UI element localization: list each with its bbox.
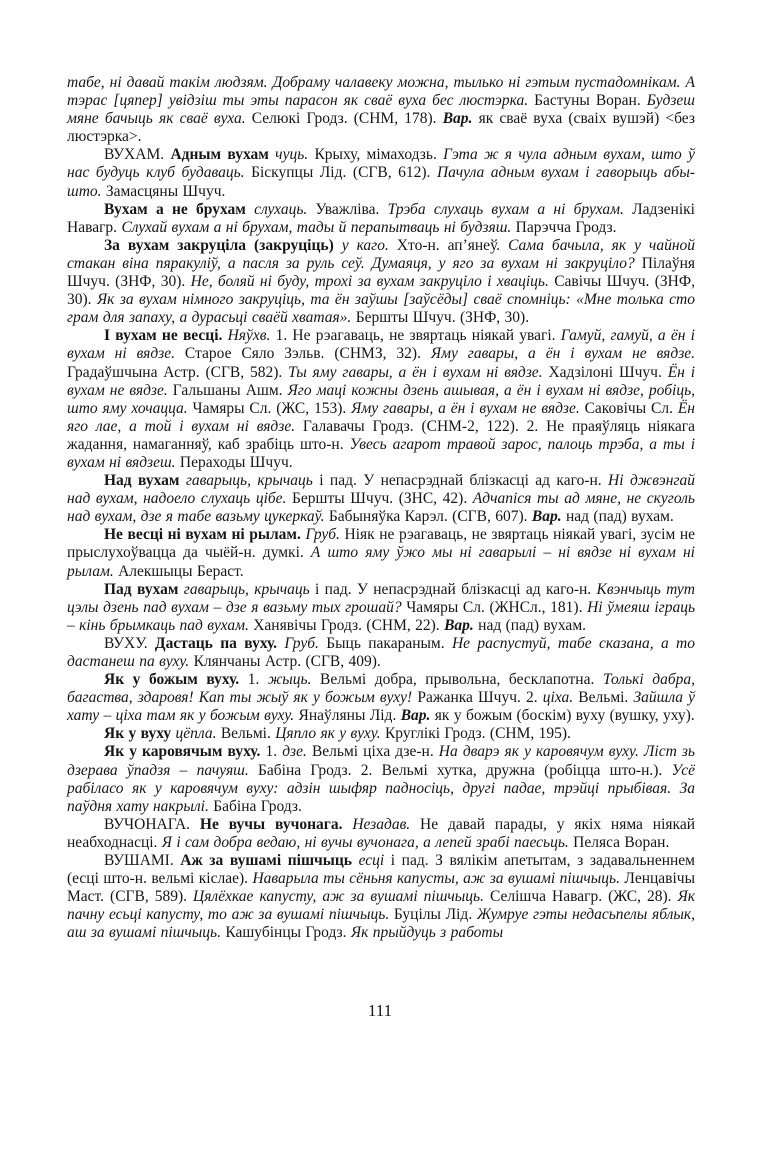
text-run: Увесь агарот травой зарос, палоць трэба, а ты і вухам ні вядзеш. <box>67 435 695 471</box>
text-run: Круглікі Гродз. (СНМ, 195). <box>384 725 571 743</box>
text-run: і пад. З вялікім апетытам, з задавальненнем (есці што-н. вельмі кіслае). <box>67 852 695 888</box>
text-run: Кашубінцы Гродз. <box>225 924 351 942</box>
dictionary-paragraph <box>67 671 695 725</box>
dictionary-paragraph <box>67 581 695 635</box>
text-run: Ладзенікі Навагр. <box>67 200 695 236</box>
text-run: Груб. <box>305 526 345 544</box>
text-run: Парэчча Гродз. <box>515 218 617 236</box>
text-run: Пеляса Воран. <box>573 833 670 851</box>
text-run: Ражанка Шчуч. 2. <box>417 689 543 707</box>
text-run: Пачула адным вухам і гаворыць абы-што. <box>67 164 695 200</box>
text-run: ВУЧОНАГА. <box>104 815 200 833</box>
text-run: Вухам а не брухам <box>104 200 255 218</box>
text-run: Цялёхкае капусту, аж за вушамі пішчыць. <box>193 888 490 906</box>
text-run: чуць. <box>275 146 315 164</box>
text-run: Хадзілоні Шчуч. <box>548 363 668 381</box>
dictionary-paragraph <box>67 725 695 743</box>
text-run: ціха. <box>542 689 579 707</box>
text-run: Селішча Навагр. (ЖС, 28). <box>489 888 678 906</box>
dictionary-paragraph <box>67 74 695 146</box>
text-run: Аж за вушамі пішчыць <box>180 852 359 870</box>
text-run: Пад вухам <box>104 580 184 598</box>
text-run: табе, ні давай такім людзям. Добраму чалавеку можна, тылько ні гэтым пустадомнікам. А тэрас [цяпер] увідзіш ты эты парасон як сваё вуха бес люстэрка. <box>67 74 695 110</box>
text-run: Не весці ні вухам ні рылам. <box>104 526 306 544</box>
text-run: Будзеш мяне бачыць як сваё вуха. <box>67 92 695 128</box>
text-run: Вар. <box>442 110 479 128</box>
text-run: Сама бачыла, як у чайной стакан віна пяракуліў, а пасля за руль сеў. Думаяця, у яго за вухам ні закруціло? <box>67 236 696 272</box>
text-run: над (пад) вухам. <box>478 616 586 634</box>
text-run: Над вухам <box>104 472 186 490</box>
text-run: Усё рабіласо як у каровячум вуху: адзін шыфяр падносіць, другі падае, трэйці прыбівая. За паўдня хату накрылі. <box>67 761 696 815</box>
text-run: Ты яму гавары, а ён і вухам ні вядзе. <box>288 363 549 381</box>
text-run: Селюкі Гродз. (СНМ, 178). <box>251 110 443 128</box>
text-run: Старое Сяло Зэльв. (СНМЗ, 32). <box>184 345 431 363</box>
text-run: Буцілы Лід. <box>393 906 477 924</box>
text-run: Як пачну есьці капусту, то аж за вушамі пішчыць. <box>67 888 695 924</box>
text-run: Яму гавары, а ён і вухам не вядзе. <box>351 399 585 417</box>
text-run: Клянчаны Астр. (СГВ, 409). <box>193 653 381 670</box>
text-run: Яго маці кожны дзень ашывая, а ён і вухам ні вядзе, робіць, што яму хочацца. <box>67 381 696 417</box>
text-run: над (пад) вухам. <box>565 508 674 526</box>
text-run: За вухам закруціла (закруціць) <box>104 236 342 254</box>
text-run: Як у каровячым вуху. <box>104 743 266 761</box>
text-run: Ні ўмеяш іграць – кінь брымкаць пад вухам. <box>67 598 696 634</box>
text-run: Бастуны Воран. <box>534 92 647 110</box>
text-run: Замасцяны Шчуч. <box>105 182 226 200</box>
text-run: Як прыйдуць з работы <box>350 924 504 942</box>
text-run: і пад. У непасрэднай блізкасці ад каго-н. <box>315 580 597 598</box>
text-run: Гальшаны Ашм. <box>172 381 288 399</box>
text-run: слухаць. <box>254 200 316 218</box>
text-run: Наварыла ты сёньня капусты, аж за вушамі пішчыць. <box>252 870 625 888</box>
text-run: 1. Не рэагаваць, не звяртаць ніякай увагі. <box>275 327 561 345</box>
text-run: Бабыняўка Карэл. (СГВ, 607). <box>328 508 532 526</box>
text-run: Незадав. <box>352 815 421 833</box>
dictionary-paragraph <box>67 146 695 200</box>
dictionary-paragraph <box>67 327 695 472</box>
text-run: Бершты Шчуч. (ЗНФ, 30). <box>355 309 530 327</box>
text-run: Ленцавічы Маст. (СГВ, 589). <box>67 870 695 906</box>
text-run: Як за вухам німного закруціць, та ён заўшы [заўсёды] сваё спомніць: «Мне толька сто грам для запаху, а дурасьці сваёй хватая». <box>67 291 695 327</box>
text-run: Зайшла ў хату – ціха там як у божым вуху. <box>67 689 696 725</box>
text-run: Бершты Шчуч. (ЗНС, 42). <box>292 490 473 508</box>
text-run: Вар. <box>444 616 479 634</box>
text-run: Гэта ж я чула адным вухам, што ў нас будуць клуб будаваць. <box>67 146 695 182</box>
text-run: Чамяры Сл. (ЖС, 153). <box>192 399 352 417</box>
text-run: Не давай парады, у якіх няма ніякай неабходнасці. <box>67 815 695 851</box>
text-run: есці <box>358 852 391 870</box>
text-run: Пілаўня Шчуч. (ЗНФ, 30). <box>67 254 695 291</box>
text-run: Градаўшчына Астр. (СГВ, 582). <box>67 363 289 381</box>
text-run: Ён і вухам не вядзе. <box>67 363 696 399</box>
text-run: Пераходы Шчуч. <box>179 453 293 471</box>
text-run: гаварыць, крычаць <box>183 580 316 598</box>
text-run: Вельмі добра, прывольна, бесклапотна. <box>320 671 603 689</box>
text-run: Вельмі. <box>578 689 634 707</box>
text-run: Слухай вухам а ні брухам, тады й перапытваць ні будзяш. <box>121 218 516 236</box>
text-run: у каго. <box>341 236 397 254</box>
dictionary-paragraph <box>67 816 695 852</box>
text-run: Біскупцы Лід. (СГВ, 612). <box>251 164 437 182</box>
dictionary-paragraph <box>67 852 695 942</box>
text-run: Як у божым вуху. <box>104 671 248 689</box>
text-run: як сваё вуха (сваіх вушэй) <без люстэрка>. <box>67 110 695 146</box>
text-run: Дастаць па вуху. <box>154 634 285 652</box>
text-run: дзе. <box>282 743 312 761</box>
text-block <box>67 74 695 943</box>
text-run: Ні джвэнгай над вухам, надоело слухаць цібе. <box>67 472 695 508</box>
text-run: Янаўляны Лід. <box>298 707 401 725</box>
text-run: Трэба слухаць вухам а ні брухам. <box>387 200 633 218</box>
dictionary-paragraph <box>67 743 695 815</box>
dictionary-paragraph <box>67 472 695 526</box>
text-run: Адным вухам <box>170 146 276 164</box>
text-run: Савічы Шчуч. (ЗНФ, 30). <box>67 273 695 309</box>
text-run: Як у вуху <box>104 725 176 743</box>
text-run: А што яму ўжо мы ні гаварылі – ні вядзе ні вухам ні рылам. <box>67 544 695 580</box>
dictionary-paragraph <box>67 526 695 580</box>
text-run: Уважліва. <box>315 200 388 218</box>
text-run: Цяпло як у вуху. <box>275 725 385 743</box>
text-run: Быць пакараным. <box>326 634 452 652</box>
text-run: Вельмі ціха дзе-н. <box>311 743 439 761</box>
text-run: ВУХАМ. <box>104 146 171 164</box>
text-run: Алекшыцы Бераст. <box>118 562 244 580</box>
text-run: На дварэ як у каровячум вуху. Ліст зь дзерава ўпадзя – пачуяш. <box>67 743 695 779</box>
text-run: гаварыць, крычаць <box>185 472 320 490</box>
text-run: ВУШАМІ. <box>104 852 181 870</box>
text-run: Ён яго лае, а той і вухам ні вядзе. <box>67 399 695 435</box>
text-run: Яму гавары, а ён і вухам не вядзе. <box>430 345 695 363</box>
text-run: Бабіна Гродз. 2. Вельмі хутка, дружна (робіцца што-н.). <box>257 761 672 779</box>
text-run: цёпла. <box>175 725 221 743</box>
text-run: Няўхв. <box>227 327 276 345</box>
page-number: 111 <box>367 1001 393 1020</box>
text-run: Не распустуй, табе сказана, а то дастанеш па вуху. <box>67 634 695 670</box>
text-run: Не вучы вучонага. <box>199 815 353 833</box>
text-run: Вар. <box>400 707 435 725</box>
text-run: Ніяк не рэагаваць, не звяртаць ніякай увагі, зусім не прыслухоўвацца да чыёй-н. думкі. <box>67 526 696 562</box>
text-run: Вельмі. <box>220 725 276 743</box>
dictionary-paragraph <box>67 635 695 671</box>
text-run: Хто-н. ап’янеў. <box>396 236 509 254</box>
text-run: як у божым (боскім) вуху (вушку, уху). <box>434 707 695 725</box>
text-run: Адчапіся ты ад мяне, не скуголь над вухам, дзе я табе вазьму цукеркаў. <box>67 490 695 526</box>
text-run: і пад. У непасрэднай блізкасці ад каго-н. <box>319 472 609 490</box>
text-run: Гамуй, гамуй, а ён і вухам ні вядзе. <box>67 327 695 363</box>
text-run: жыць. <box>267 671 321 689</box>
text-run: Чамяры Сл. (ЖНСл., 181). <box>406 598 588 616</box>
text-run: 1. <box>265 743 283 761</box>
text-run: Ханявічы Гродз. (СНМ, 22). <box>253 616 445 634</box>
text-run: Жумруе гэты недасьпелы яблык, аш за вушамі пішчыць. <box>67 906 695 942</box>
text-run: Вар. <box>531 508 566 526</box>
text-run: Крыху, мімаходзь. <box>314 146 444 164</box>
text-run: Не, боляй ні буду, трохі за вухам закруціло і хваціць. <box>190 273 555 291</box>
text-run: Бабіна Гродз. <box>213 797 302 815</box>
text-run: Галавачы Гродз. (СНМ-2, 122). 2. Не праяўляць ніякага жадання, намаганняў, каб зрабіць што-н. <box>67 417 696 453</box>
dictionary-paragraph <box>67 201 695 237</box>
text-run: ВУХУ. <box>104 634 155 652</box>
text-run: Квэнчыць тут цэлы дзень пад вухам – дзе я вазьму тых грошай? <box>67 580 695 616</box>
text-run: 1. <box>247 671 268 689</box>
text-run: Груб. <box>284 634 327 652</box>
dictionary-paragraph <box>67 237 695 327</box>
text-run: Саковічы Сл. <box>584 399 678 417</box>
text-run: Я і сам добра ведаю, ні вучы вучонага, а лепей зрабі паесьць. <box>161 833 574 851</box>
text-run: І вухам не весці. <box>104 327 228 345</box>
text-run: Толькі дабра, багаства, здаровя! Кап ты жыў як у божым вуху! <box>67 671 696 707</box>
